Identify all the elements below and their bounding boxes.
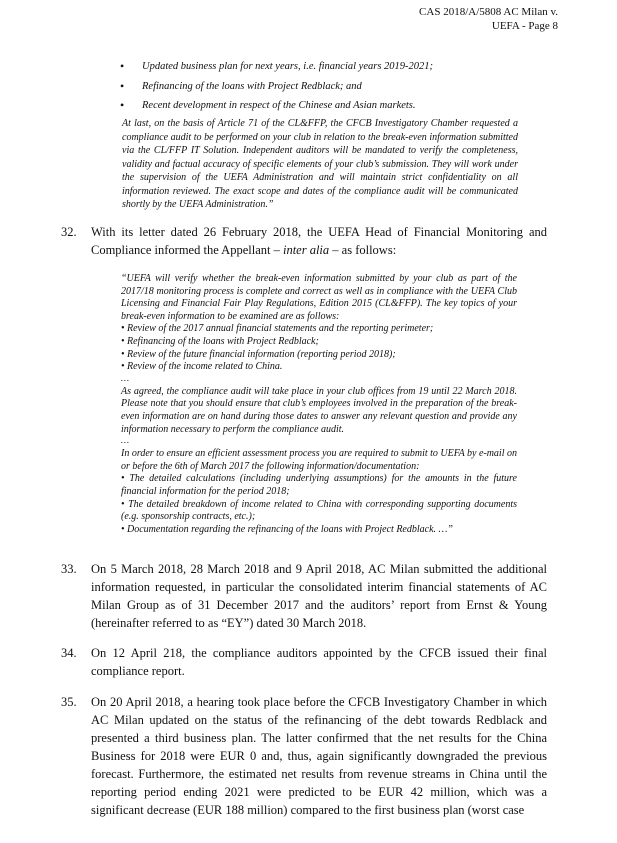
paragraph-number: 32. (61, 225, 77, 239)
page-header (358, 5, 558, 33)
bullet-text: Recent development in respect of the Chinese and Asian markets. (142, 100, 416, 111)
quote-intro: “UEFA will verify whether the break-even information submitted by your club as part of the 2017/18 monitoring process is complete and correct as well as in compliance with the UEFA Club Licensing and Financial Fair Play Regulations, Edition 2015 (CL&FFP). The key topics of your break-even information to be examined are as follows: (121, 273, 517, 322)
paragraph-body (91, 223, 547, 259)
paragraph-body: On 5 March 2018, 28 March 2018 and 9 April 2018, AC Milan submitted the additional information requested, in particular the consolidated interim financial statements of AC Milan Group as of 31 December 2017 and the auditors’ report from Ernst & Young (hereinafter referred to as “EY”) dated 30 March 2018. (91, 562, 547, 630)
paragraph-number: 33. (61, 562, 77, 576)
paragraph-32 (61, 223, 547, 259)
bullet-item (120, 57, 560, 77)
quote-request-paragraph: In order to ensure an efficient assessment process you are required to submit to UEFA by e-mail on or before the 6th of March 2017 the following information/documentation: (121, 448, 517, 472)
bullet-text: Updated business plan for next years, i.e. financial years 2019-2021; (142, 61, 434, 72)
quote-doc-item: • The detailed calculations (including underlying assumptions) for the amounts in the future financial information for the period 2018; (121, 473, 517, 497)
top-bullet-list (120, 57, 560, 116)
quote-audit-paragraph: As agreed, the compliance audit will take place in your club offices from 19 until 22 March 2018. Please note that you should ensure that club’s employees involved in the preparation of the break-even information are on hand during those dates to answer any relevant question and provide any information necessary to perform the compliance audit. (121, 385, 517, 435)
paragraph-body: On 12 April 218, the compliance auditors appointed by the CFCB issued their final compliance report. (91, 646, 547, 678)
bullet-icon: • (120, 78, 125, 93)
paragraph-italic-term: inter alia (282, 243, 330, 257)
bullet-icon: • (120, 59, 125, 73)
paragraph-number: 35. (61, 695, 77, 709)
header-page-number: UEFA - Page 8 (491, 20, 558, 32)
bullet-item (120, 77, 560, 97)
paragraph-33 (61, 560, 547, 632)
quote-topic-item: • Refinancing of the loans with Project Redblack; (121, 335, 319, 347)
paragraph-35 (61, 693, 547, 819)
header-case-reference: CAS 2018/A/5808 AC Milan v. (419, 6, 558, 18)
paragraph-34 (61, 644, 547, 680)
quote-topic-item: • Review of the future financial information (reporting period 2018); (121, 348, 396, 360)
paragraph-body: On 20 April 2018, a hearing took place before the CFCB Investigatory Chamber in which AC Milan updated on the status of the refinancing of the debt towards Redblack and presented a third business plan. The latter confirmed that the net results for the China Business for 2018 were EUR 0 and, thus, again significantly downgraded the previous forecast. Furthermore, the estimated net results from revenue streams in China until the reporting period ending 2021 were predicted to be EUR 42 million, which was a significant decrease (EUR 188 million) compared to the first business plan (worst case (91, 695, 547, 817)
quote-ellipsis: … (121, 372, 130, 383)
quote-doc-item: • Documentation regarding the refinancing of the loans with Project Redblack. …” (121, 523, 453, 535)
paragraph-text: – as follows: (329, 243, 397, 257)
bullet-item (120, 96, 560, 116)
quote-topic-item: • Review of the income related to China. (121, 361, 283, 373)
paragraph-number: 34. (61, 646, 77, 660)
paragraph-text: With its letter dated 26 February 2018, the UEFA Head of Financial Monitoring and Compliance informed the Appellant – (91, 225, 547, 257)
quote-doc-item: • The detailed breakdown of income related to China with corresponding supporting documents (e.g. sponsorship contracts, etc.); (121, 498, 517, 523)
quote-topic-item: • Review of the 2017 annual financial statements and the reporting perimeter; (121, 323, 434, 335)
quote-ellipsis: … (121, 435, 130, 446)
bullet-icon: • (120, 98, 125, 112)
bullet-text: Refinancing of the loans with Project Redblack; and (142, 80, 362, 92)
quoted-closing-paragraph: At last, on the basis of Article 71 of the CL&FFP, the CFCB Investigatory Chamber requested a compliance audit to be performed on your club in relation to the break-even information submitted via the CL/FFP IT Solution. Independent auditors will be mandated to verify the completeness, validity and factual accuracy of specific elements of your club’s submission. They will work under the supervision of the UEFA Administration and will maintain strict confidentiality on all information reviewed. The exact scope and dates of the compliance audit will be communicated shortly by the UEFA Administration.” (122, 118, 518, 210)
uefa-letter-quote (121, 273, 517, 536)
